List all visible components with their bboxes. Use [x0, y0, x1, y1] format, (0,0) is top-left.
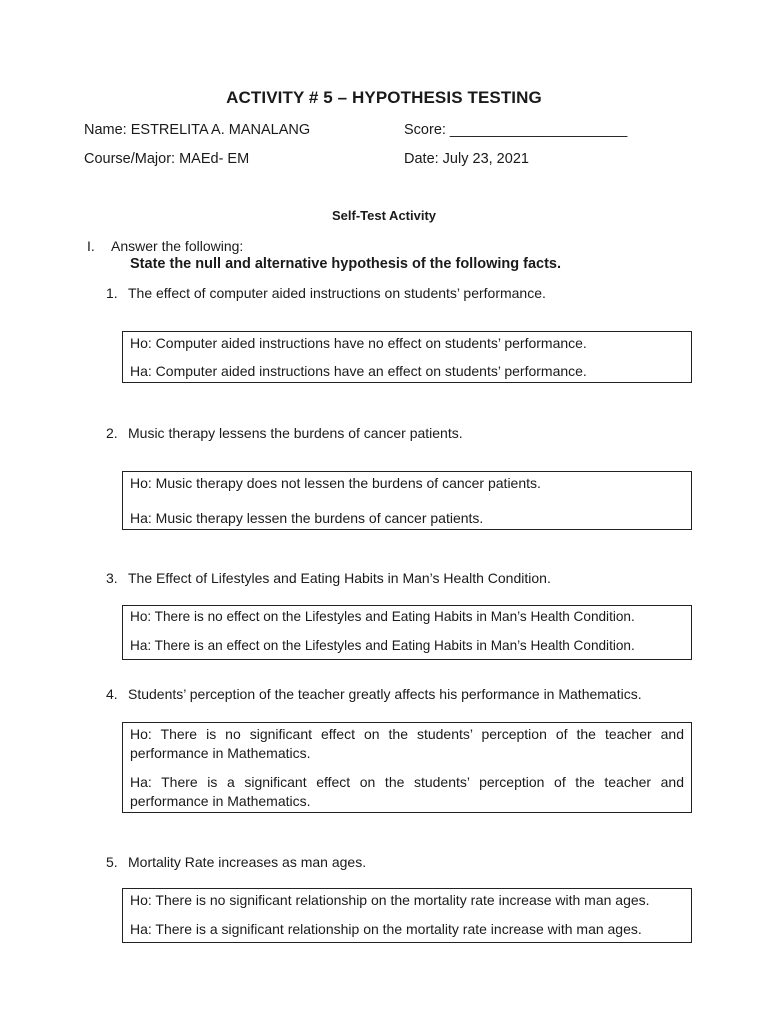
question-text: The effect of computer aided instructions on students’ performance.: [128, 285, 546, 301]
question-number: 1.: [106, 285, 118, 301]
question-number: 4.: [106, 686, 118, 702]
section-instruction: State the null and alternative hypothesis of the following facts.: [130, 256, 562, 272]
null-hypothesis: Ho: Computer aided instructions have no effect on students’ performance.: [130, 335, 587, 351]
question-number: 3.: [106, 570, 118, 586]
null-hypothesis: Ho: There is no effect on the Lifestyles and Eating Habits in Man’s Health Condition.: [130, 609, 635, 624]
question-item: [106, 425, 463, 441]
question-item: [106, 570, 551, 586]
question-text: The Effect of Lifestyles and Eating Habits in Man’s Health Condition.: [128, 570, 551, 586]
answer-box: [122, 888, 692, 943]
answer-box: [122, 605, 692, 660]
null-hypothesis: Ho: There is no significant effect on the students’ perception of the teacher and performance in Mathematics.: [130, 726, 684, 761]
section-subtitle: Self-Test Activity: [331, 208, 437, 223]
student-name: Name: ESTRELITA A. MANALANG: [84, 122, 311, 138]
answer-box: [122, 331, 692, 383]
question-item: [106, 285, 546, 301]
document-title: ACTIVITY # 5 – HYPOTHESIS TESTING: [226, 88, 542, 107]
alternative-hypothesis: Ha: There is a significant effect on the students’ perception of the teacher and performance in Mathematics.: [130, 774, 684, 809]
question-text: Mortality Rate increases as man ages.: [128, 854, 367, 870]
question-text: Students’ perception of the teacher greatly affects his performance in Mathematics.: [128, 686, 642, 702]
score-field: Score: ______________________: [404, 122, 628, 138]
section-label: Answer the following:: [111, 238, 244, 254]
question-text: Music therapy lessens the burdens of cancer patients.: [128, 425, 463, 441]
answer-box: [122, 722, 692, 813]
activity-date: Date: July 23, 2021: [404, 151, 529, 167]
question-item: [106, 854, 366, 870]
question-number: 5.: [106, 854, 118, 870]
course-major: Course/Major: MAEd- EM: [84, 151, 250, 167]
alternative-hypothesis: Ha: There is an effect on the Lifestyles and Eating Habits in Man’s Health Condition.: [130, 638, 635, 653]
alternative-hypothesis: Ha: Music therapy lessen the burdens of cancer patients.: [130, 510, 484, 526]
question-number: 2.: [106, 425, 118, 441]
null-hypothesis: Ho: Music therapy does not lessen the burdens of cancer patients.: [130, 475, 541, 491]
question-item: [106, 686, 642, 702]
alternative-hypothesis: Ha: There is a significant relationship on the mortality rate increase with man ages.: [130, 921, 642, 937]
null-hypothesis: Ho: There is no significant relationship on the mortality rate increase with man ages.: [130, 892, 650, 908]
section-numeral: I.: [87, 238, 95, 254]
alternative-hypothesis: Ha: Computer aided instructions have an effect on students’ performance.: [130, 363, 587, 379]
answer-box: [122, 471, 692, 530]
